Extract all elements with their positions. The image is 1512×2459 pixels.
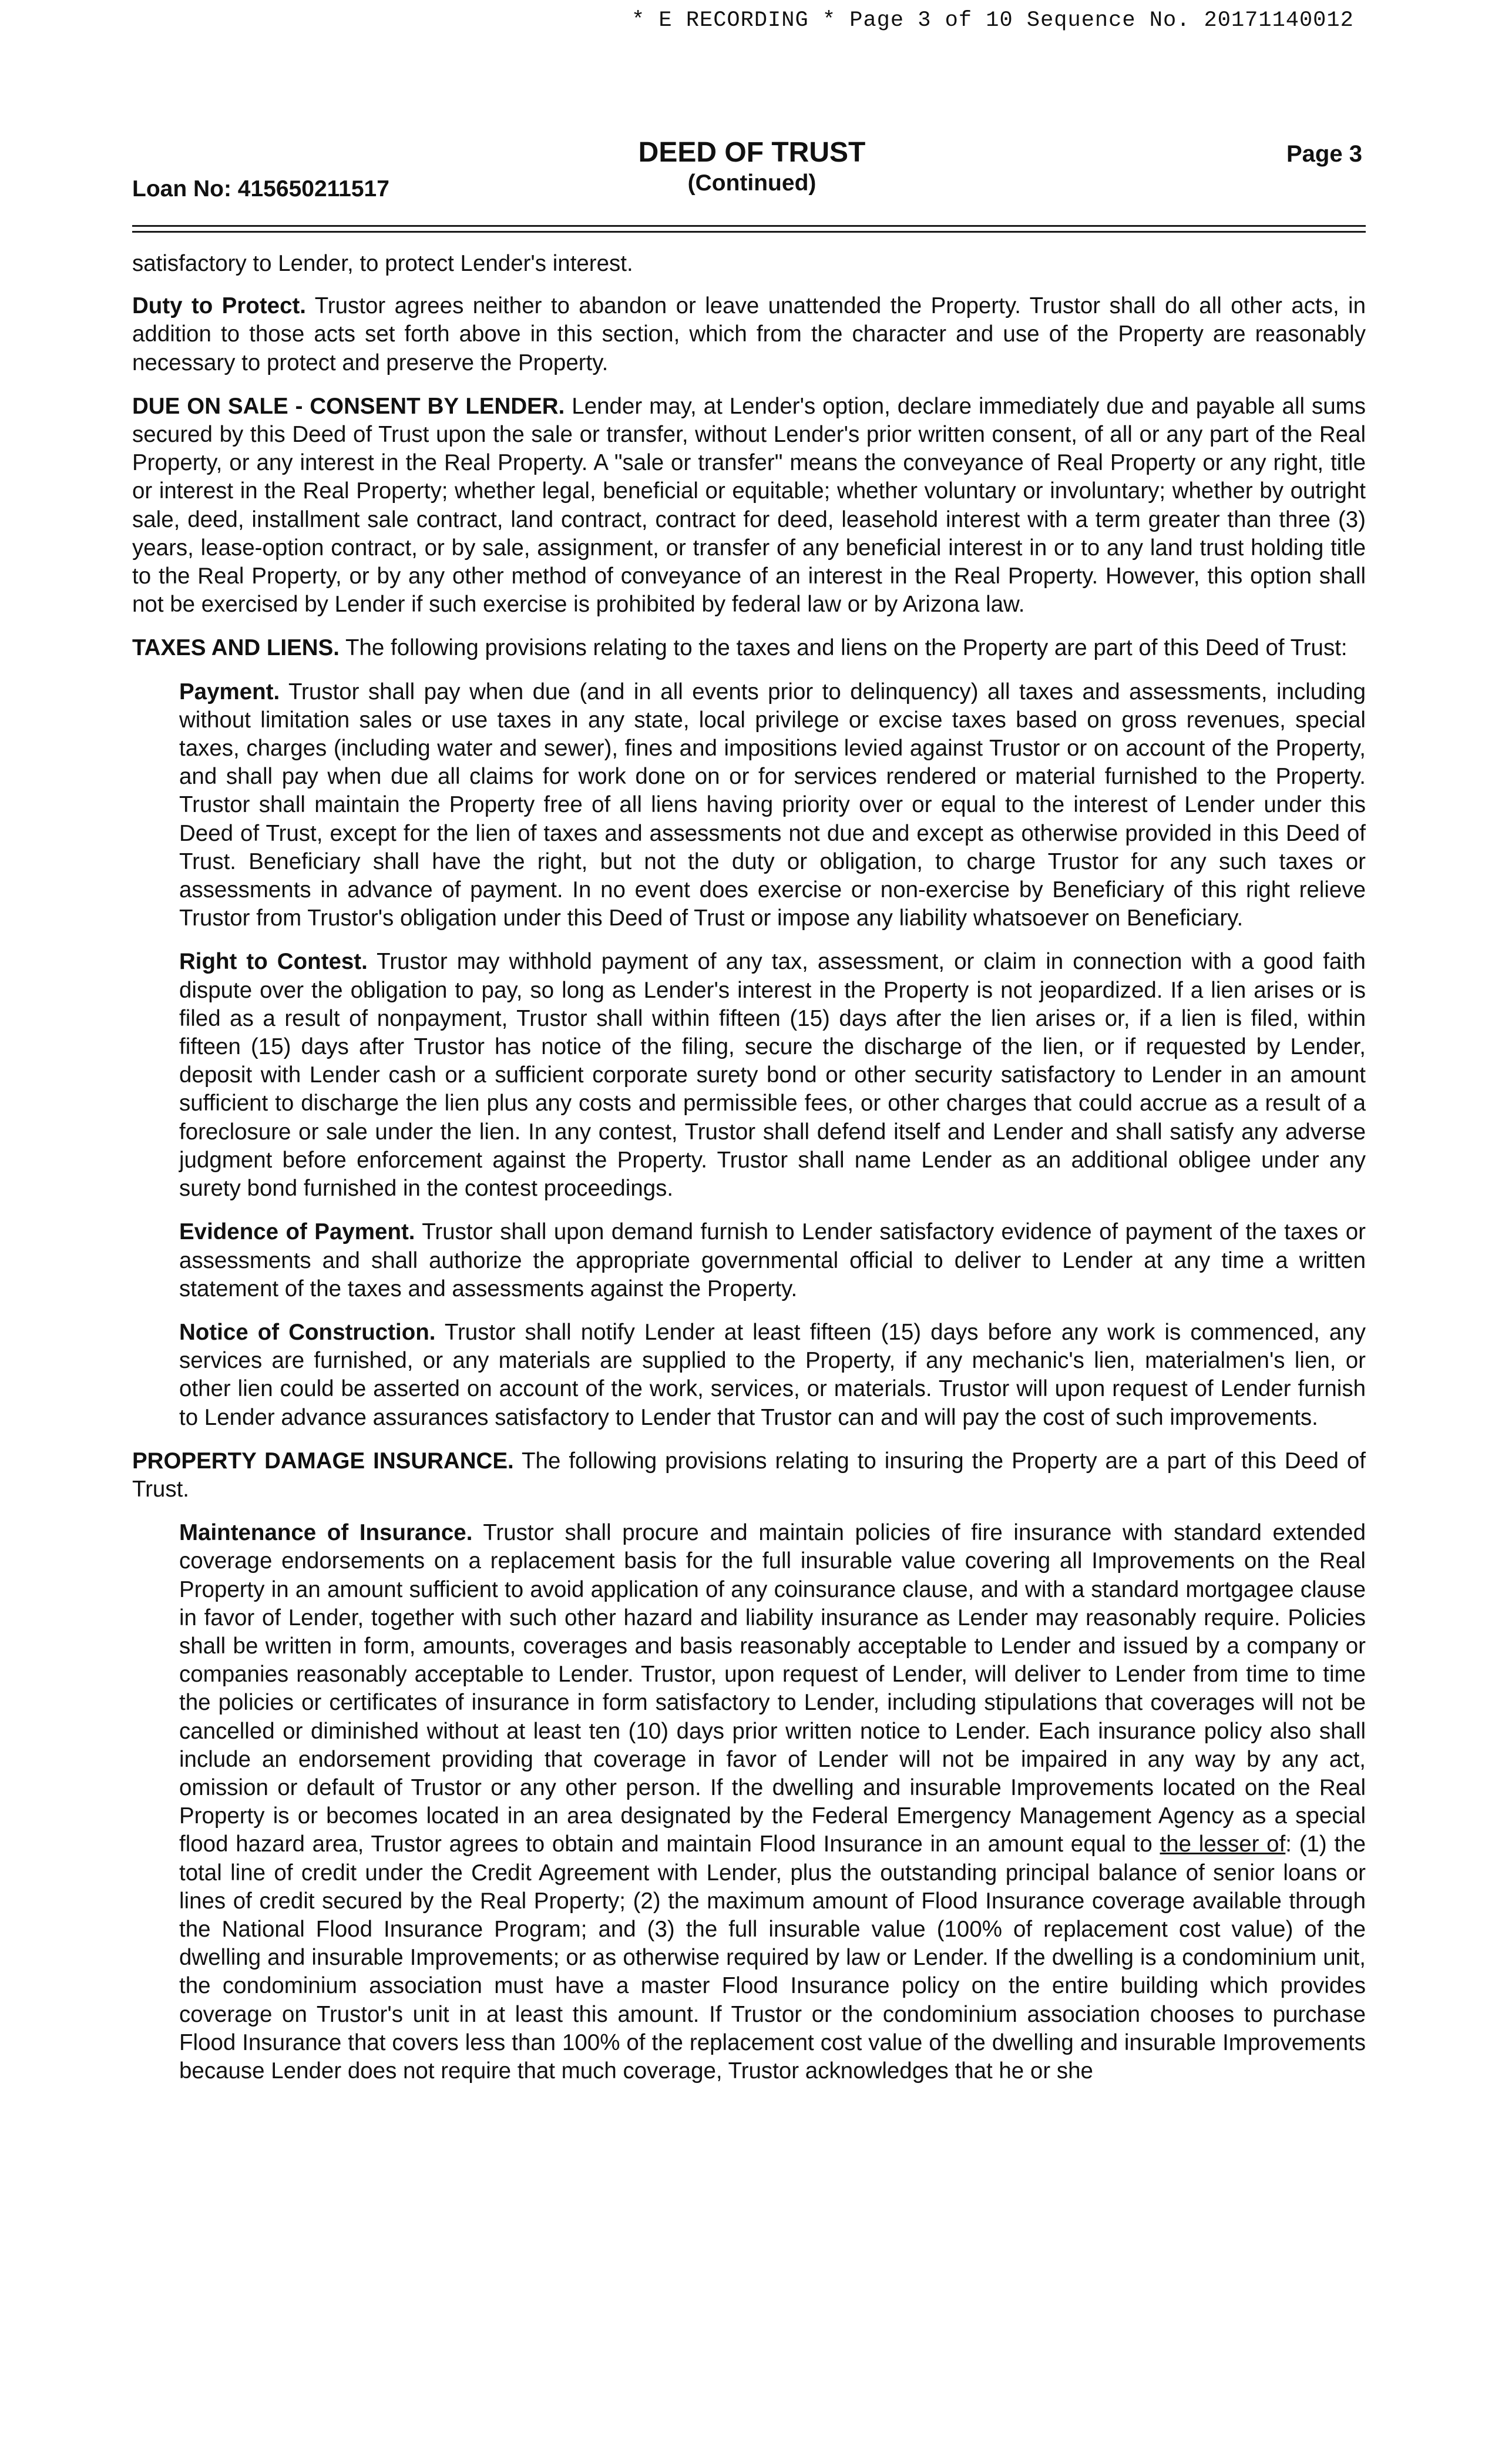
paragraph-maintenance-of-insurance [179,1519,1366,2085]
paragraph-text: The following provisions relating to the taxes and liens on the Property are part of this Deed of Trust: [345,635,1348,661]
loan-number: Loan No: 415650211517 [132,176,389,202]
section-heading: DUE ON SALE - CONSENT BY LENDER. [132,393,565,419]
paragraph-continuation [132,250,1366,278]
document-body [132,250,1366,2101]
underlined-phrase: the lesser of [1160,1831,1286,1857]
paragraph-text: Trustor shall procure and maintain policies of fire insurance with standard extended coverage endorsements on a replacement basis for the full insurable value covering all Improvements on the Real Property in an amount sufficient to avoid application of any coinsurance clause, and with a standard mortgagee clause in favor of Lender, together with such other hazard and liability insurance as Lender may reasonably require. Policies shall be written in form, amounts, coverages and basis reasonably acceptable to Lender and issued by a company or companies reasonably acceptable to Lender. Trustor, upon request of Lender, will deliver to Lender from time to time the policies or certificates of insurance in form satisfactory to Lender, including stipulations that coverages will not be cancelled or diminished without at least ten (10) days prior written notice to Lender. Each insurance policy also shall include an endorsement providing that coverage in favor of Lender will not be impaired in any way by any act, omission or default of Trustor or any other person. If the dwelling and insurable Improvements located on the Real Property is or becomes located in an area designated by the Federal Emergency Management Agency as a special flood hazard area, Trustor agrees to obtain and maintain Flood Insurance in an amount equal to [179,1520,1366,1857]
paragraph-heading: Notice of Construction. [179,1319,436,1345]
paragraph-due-on-sale [132,392,1366,619]
paragraph-heading: Right to Contest. [179,949,368,975]
document-title: DEED OF TRUST [638,137,866,168]
paragraph-heading: Maintenance of Insurance. [179,1520,473,1546]
section-heading: TAXES AND LIENS. [132,635,340,661]
paragraph-right-to-contest [179,948,1366,1203]
document-title-block [558,136,946,197]
paragraph-text: Trustor shall notify Lender at least fifteen (15) days before any work is commenced, any services are furnished, or any materials are supplied to the Property, if any mechanic's lien, materialmen's lien, or other lien could be asserted on account of the work, services, or materials. Trustor will upon request of Lender furnish to Lender advance assurances satisfactory to Lender that Trustor can and will pay the cost of such improvements. [179,1319,1366,1430]
paragraph-heading: Evidence of Payment. [179,1219,415,1245]
section-heading: PROPERTY DAMAGE INSURANCE. [132,1448,514,1474]
paragraph-heading: Duty to Protect. [132,293,307,319]
paragraph-text: Trustor may withhold payment of any tax, assessment, or claim in connection with a good faith dispute over the obligation to pay, so long as Lender's interest in the Property is not jeopardized. If a lien arises or is filed as a result of nonpayment, Trustor shall within fifteen (15) days after the lien arises or, if a lien is filed, within fifteen (15) days after Trustor has notice of the filing, secure the discharge of the lien, or if requested by Lender, deposit with Lender cash or a sufficient corporate surety bond or other security satisfactory to Lender in an amount sufficient to discharge the lien plus any costs and permissible fees, or other charges that could accrue as a result of a foreclosure or sale under the lien. In any contest, Trustor shall defend itself and Lender and shall satisfy any adverse judgment before enforcement against the Property. Trustor shall name Lender as an additional obligee under any surety bond furnished in the contest proceedings. [179,949,1366,1202]
paragraph-text: Lender may, at Lender's option, declare immediately due and payable all sums secured by this Deed of Trust upon the sale or transfer, without Lender's prior written consent, of all or any part of the Real Property, or any interest in the Real Property. A "sale or transfer" means the conveyance of Real Property or any right, title or interest in the Real Property; whether legal, beneficial or equitable; whether voluntary or involuntary; whether by outright sale, deed, installment sale contract, land contract, contract for deed, leasehold interest with a term greater than three (3) years, lease-option contract, or by sale, assignment, or transfer of any beneficial interest in or to any land trust holding title to the Real Property, or by any other method of conveyance of an interest in the Real Property. However, this option shall not be exercised by Lender if such exercise is prohibited by federal law or by Arizona law. [132,393,1366,618]
paragraph-property-damage-insurance [132,1447,1366,1504]
paragraph-text: Trustor agrees neither to abandon or leave unattended the Property. Trustor shall do all other acts, in addition to those acts set forth above in this section, which from the character and use of the Property are reasonably necessary to protect and preserve the Property. [132,293,1366,375]
paragraph-duty-to-protect [132,292,1366,377]
paragraph-payment [179,678,1366,933]
document-subtitle: (Continued) [687,170,817,196]
paragraph-text: Trustor shall pay when due (and in all events prior to delinquency) all taxes and assessments, including without limitation sales or use taxes in any state, local privilege or excise taxes based on gross revenues, special taxes, charges (including water and sewer), fines and impositions levied against Trustor or on account of the Property, and shall pay when due all claims for work done on or for services rendered or material furnished to the Property. Trustor shall maintain the Property free of all liens having priority over or equal to the interest of Lender under this Deed of Trust, except for the lien of taxes and assessments not due and except as otherwise provided in this Deed of Trust. Beneficiary shall have the right, but not the duty or obligation, to charge Trustor for any such taxes or assessments in advance of payment. In no event does exercise or non-exercise by Beneficiary of this right relieve Trustor from Trustor's obligation under this Deed of Trust or impose any liability whatsoever on Beneficiary. [179,679,1366,931]
paragraph-heading: Payment. [179,679,280,705]
page-number: Page 3 [1286,141,1362,167]
header-rule-top [132,225,1366,227]
paragraph-text: Trustor shall upon demand furnish to Lender satisfactory evidence of payment of the taxes or assessments and shall authorize the appropriate governmental official to deliver to Lender at any time a written statement of the taxes and assessments against the Property. [179,1219,1366,1301]
paragraph-notice-of-construction [179,1319,1366,1432]
paragraph-taxes-and-liens [132,634,1366,662]
recording-header: * E RECORDING * Page 3 of 10 Sequence No. 20171140012 [631,8,1354,33]
paragraph-text: The following provisions relating to insuring the Property are a part of this Deed of Trust. [132,1448,1366,1502]
paragraph-evidence-of-payment [179,1218,1366,1303]
header-rule-bottom [132,231,1366,233]
paragraph-text: : (1) the total line of credit under the Credit Agreement with Lender, plus the outstanding principal balance of senior loans or lines of credit secured by the Real Property; (2) the maximum amount of Flood Insurance coverage available through the National Flood Insurance Program; and (3) the full insurable value (100% of replacement cost value) of the dwelling and insurable Improvements; or as otherwise required by law or Lender. If the dwelling is a condominium unit, the condominium association must have a master Flood Insurance policy on the entire building which provides coverage on Trustor's unit in at least this amount. If Trustor or the condominium association chooses to purchase Flood Insurance that covers less than 100% of the replacement cost value of the dwelling and insurable Improvements because Lender does not require that much coverage, Trustor acknowledges that he or she [179,1831,1366,2084]
paragraph-text: satisfactory to Lender, to protect Lender's interest. [132,251,633,276]
